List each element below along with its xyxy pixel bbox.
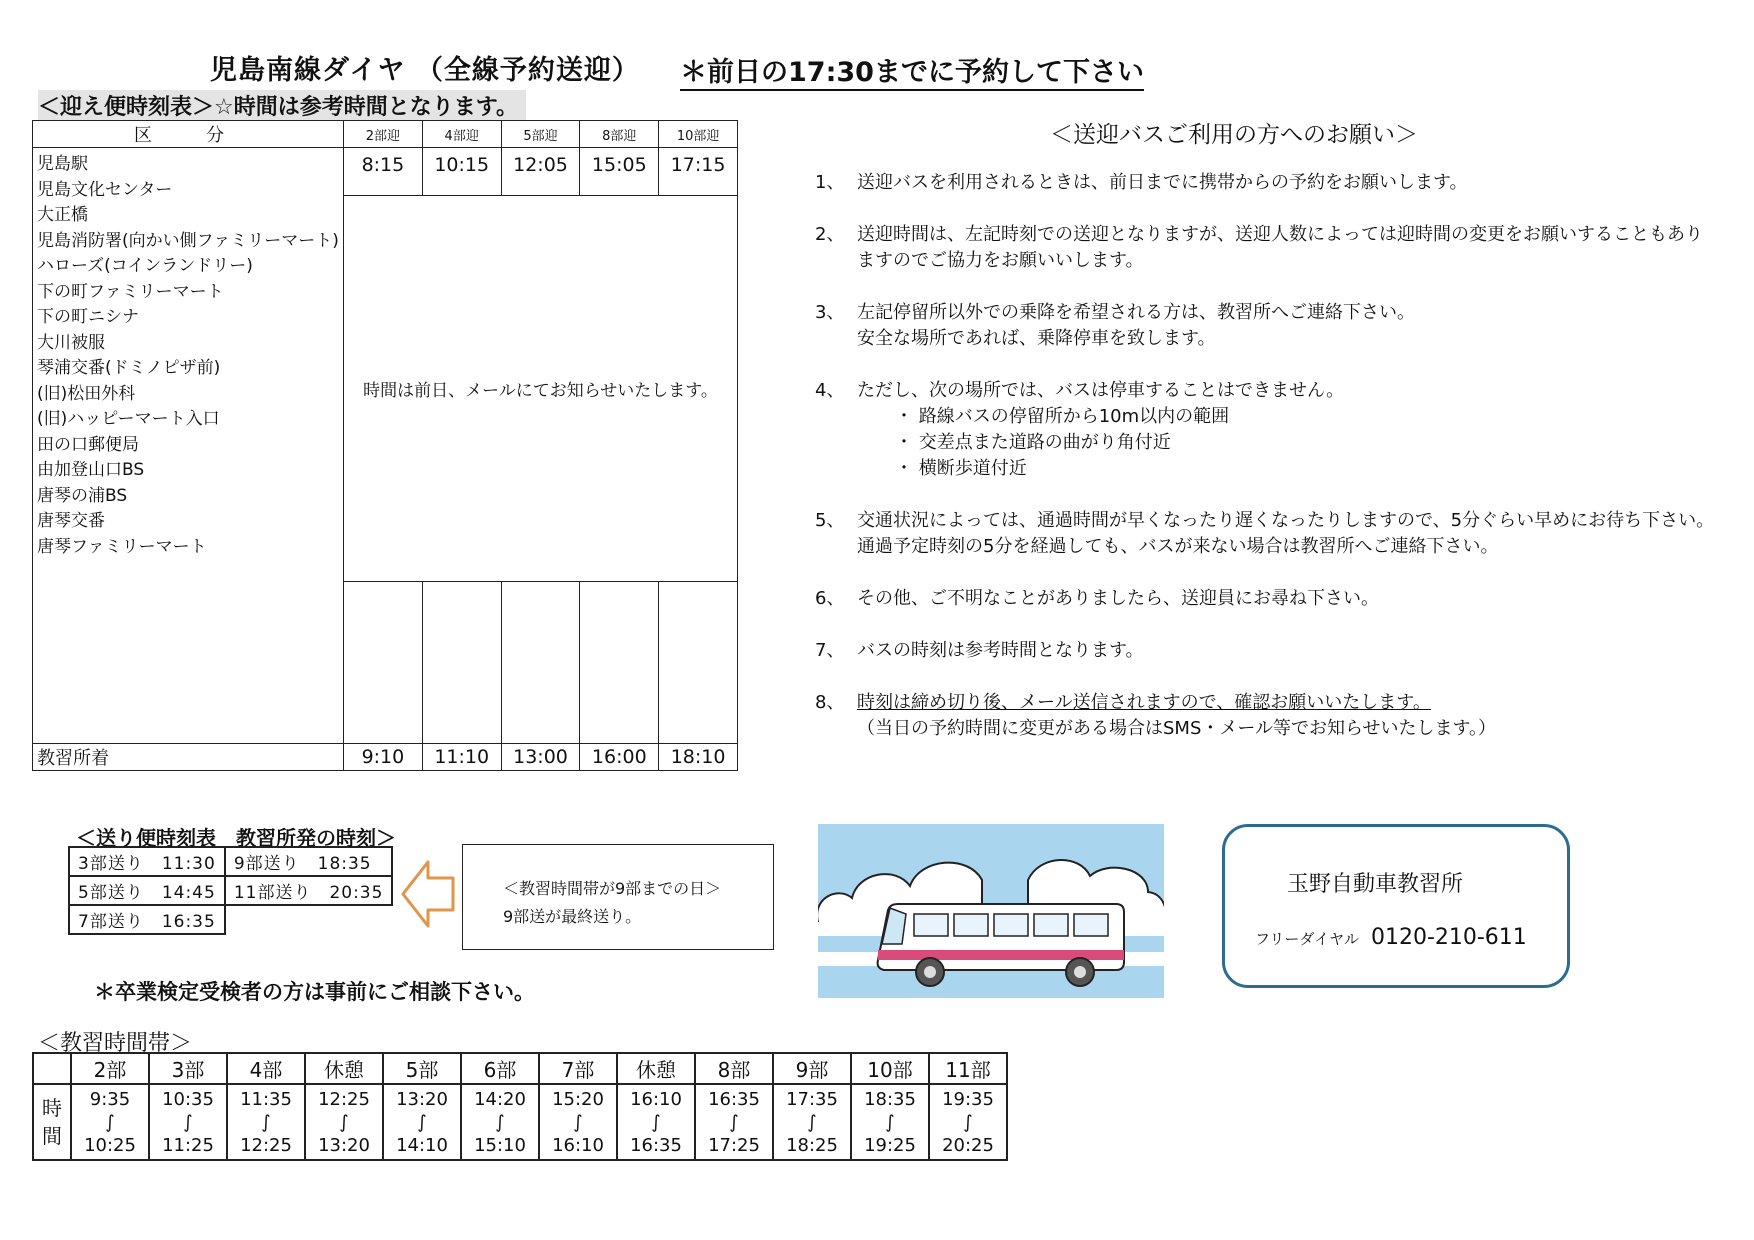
period-time: 10:35 ∫ 11:25 [149, 1084, 227, 1160]
stop-name: 琴浦交番(ドミノピザ前) [37, 358, 221, 378]
request-number: 2、 [815, 224, 845, 245]
request-number: 4、 [815, 380, 845, 401]
empty-cell [580, 582, 659, 744]
school-name: 玉野自動車教習所 [1287, 872, 1464, 897]
request-text: 時刻は締め切り後、メール送信されますので、確認お願いいたします。 [857, 692, 1431, 713]
stop-name: (旧)松田外科 [37, 383, 136, 404]
departure-time: 17:15 [659, 148, 738, 196]
request-bullet: ・ 路線バスの停留所から10m以内の範囲 [895, 406, 1230, 427]
period-time: 13:20 ∫ 14:10 [383, 1084, 461, 1160]
stop-name: 唐琴の浦BS [37, 485, 128, 506]
arrival-time: 16:00 [580, 744, 659, 771]
sendoff-cell: 3部送り 11:30 [69, 847, 225, 876]
departure-time: 15:05 [580, 148, 659, 196]
bus-icon [818, 824, 1164, 998]
stop-name: 唐琴交番 [37, 511, 105, 531]
period-time: 11:35 ∫ 12:25 [227, 1084, 305, 1160]
request-text: 安全な場所であれば、乗降停車を致します。 [857, 328, 1216, 349]
phone-label: フリーダイヤル [1255, 930, 1359, 948]
left-arrow-icon [400, 858, 456, 930]
stop-name: 下の町ファミリーマート [37, 281, 224, 302]
request-number: 1、 [815, 172, 845, 193]
period-name: 6部 [461, 1053, 539, 1084]
period-time: 15:20 ∫ 16:10 [539, 1084, 617, 1160]
empty-cell [344, 582, 423, 744]
stop-list [33, 148, 344, 744]
requests-title: ＜送迎バスご利用の方へのお願い＞ [1050, 122, 1418, 148]
request-list [815, 170, 1715, 768]
period-name: 7部 [539, 1053, 617, 1084]
period-name: 4部 [227, 1053, 305, 1084]
time-notice-cell: 時間は前日、メールにてお知らせいたします。 [344, 196, 738, 582]
period-name: 11部 [929, 1053, 1007, 1084]
request-text: ただし、次の場所では、バスは停車することはできません。 [857, 380, 1345, 401]
period-name: 5部 [383, 1053, 461, 1084]
request-item [815, 378, 1715, 482]
sendoff-caption: ＜送り便時刻表 教習所発の時刻＞ [76, 826, 396, 850]
departure-time: 8:15 [344, 148, 423, 196]
stop-name: 唐琴ファミリーマート [37, 536, 207, 557]
period-time: 18:35 ∫ 19:25 [851, 1084, 929, 1160]
period-time: 16:10 ∫ 16:35 [617, 1084, 695, 1160]
request-bullet: ・ 交差点また道路の曲がり角付近 [895, 432, 1171, 453]
request-number: 7、 [815, 640, 845, 661]
period-name: 2部 [71, 1053, 149, 1084]
period-name: 休憩 [617, 1053, 695, 1084]
sendoff-cell: 11部送り 20:35 [225, 876, 393, 905]
request-text: 送迎バスを利用されるときは、前日までに携帯からの予約をお願いします。 [857, 172, 1468, 193]
corner-cell [33, 1053, 71, 1084]
stop-name: 大正橋 [37, 205, 88, 225]
col-header-kubun: 区 分 [33, 121, 344, 148]
sendoff-timetable [68, 846, 393, 935]
period-header: 2部迎 [344, 121, 423, 148]
pickup-timetable [32, 120, 738, 771]
request-text: 交通状況によっては、通過時間が早くなったり遅くなったりしますので、5分ぐらい早めにお待ち下さい。 [857, 510, 1715, 531]
graduation-note: ＊卒業検定受検者の方は事前にご相談下さい。 [94, 980, 535, 1004]
period-time: 16:35 ∫ 17:25 [695, 1084, 773, 1160]
request-item [815, 690, 1715, 742]
arrival-label: 教習所着 [33, 744, 344, 771]
sendoff-cell: 5部送り 14:45 [69, 876, 225, 905]
empty-cell [422, 582, 501, 744]
last-sendoff-note: 9部送が最終送り。 [503, 907, 642, 926]
contact-box [1222, 824, 1570, 988]
period-name: 3部 [149, 1053, 227, 1084]
period-name: 10部 [851, 1053, 929, 1084]
empty-cell [225, 905, 393, 934]
request-item [815, 222, 1715, 274]
last-sendoff-box [462, 844, 774, 950]
stop-name: 児島消防署(向かい側ファミリーマート) [37, 230, 339, 251]
lesson-period-table [32, 1052, 1008, 1161]
bus-illustration [818, 824, 1164, 998]
stop-name: 由加登山口BS [37, 460, 145, 480]
empty-cell [659, 582, 738, 744]
request-item [815, 170, 1715, 196]
request-item [815, 638, 1715, 664]
request-text: バスの時刻は参考時間となります。 [857, 640, 1144, 661]
request-text: 送迎時間は、左記時刻での送迎となりますが、送迎人数によっては迎時間の変更をお願いすることもありますのでご協力をお願いいします。 [857, 224, 1703, 271]
request-number: 5、 [815, 510, 845, 531]
request-text: 通過予定時刻の5分を経過しても、バスが来ない場合は教習所へご連絡下さい。 [857, 536, 1499, 557]
reservation-notice: ＊前日の17:30までに予約して下さい [680, 50, 1144, 91]
period-header: 8部迎 [580, 121, 659, 148]
period-name: 9部 [773, 1053, 851, 1084]
arrival-time: 11:10 [422, 744, 501, 771]
period-name: 休憩 [305, 1053, 383, 1084]
time-row-label: 時間 [33, 1084, 71, 1160]
period-time: 17:35 ∫ 18:25 [773, 1084, 851, 1160]
departure-time: 10:15 [422, 148, 501, 196]
page-title: 児島南線ダイヤ （全線予約送迎） [210, 55, 640, 86]
stop-name: (旧)ハッピーマート入口 [37, 409, 220, 429]
period-header: 4部迎 [422, 121, 501, 148]
stop-name: 大川被服 [37, 332, 105, 353]
request-item [815, 300, 1715, 352]
period-time: 12:25 ∫ 13:20 [305, 1084, 383, 1160]
stop-name: ハローズ(コインランドリー) [37, 256, 253, 276]
departure-time: 12:05 [501, 148, 580, 196]
request-text: その他、ご不明なことがありましたら、送迎員にお尋ね下さい。 [857, 588, 1379, 609]
pickup-caption: ＜迎え便時刻表＞☆時間は参考時間となります。 [38, 90, 526, 121]
period-time: 14:20 ∫ 15:10 [461, 1084, 539, 1160]
stop-name: 児島駅 [37, 154, 88, 174]
sendoff-cell: 7部送り 16:35 [69, 905, 225, 934]
request-item [815, 586, 1715, 612]
last-sendoff-condition: ＜教習時間帯が9部までの日＞ [503, 879, 722, 898]
arrival-time: 18:10 [659, 744, 738, 771]
period-header: 5部迎 [501, 121, 580, 148]
phone-line [1255, 925, 1527, 950]
arrival-time: 9:10 [344, 744, 423, 771]
period-name: 8部 [695, 1053, 773, 1084]
request-bullet: ・ 横断歩道付近 [895, 458, 1027, 479]
arrival-time: 13:00 [501, 744, 580, 771]
phone-number: 0120-210-611 [1370, 925, 1527, 950]
sendoff-cell: 9部送り 18:35 [225, 847, 393, 876]
stop-name: 児島文化センター [37, 179, 173, 200]
request-item [815, 508, 1715, 560]
empty-cell [501, 582, 580, 744]
period-time: 9:35 ∫ 10:25 [71, 1084, 149, 1160]
request-text: （当日の予約時間に変更がある場合はSMS・メール等でお知らせいたします。） [857, 718, 1497, 739]
stop-name: 田の口郵便局 [37, 434, 139, 455]
request-text: 左記停留所以外での乗降を希望される方は、教習所へご連絡下さい。 [857, 302, 1415, 323]
request-number: 6、 [815, 588, 845, 609]
stop-name: 下の町ニシナ [37, 307, 139, 327]
request-number: 3、 [815, 302, 845, 323]
period-header: 10部迎 [659, 121, 738, 148]
period-time: 19:35 ∫ 20:25 [929, 1084, 1007, 1160]
request-number: 8、 [815, 692, 845, 713]
periods-caption: ＜教習時間帯＞ [38, 1031, 193, 1056]
